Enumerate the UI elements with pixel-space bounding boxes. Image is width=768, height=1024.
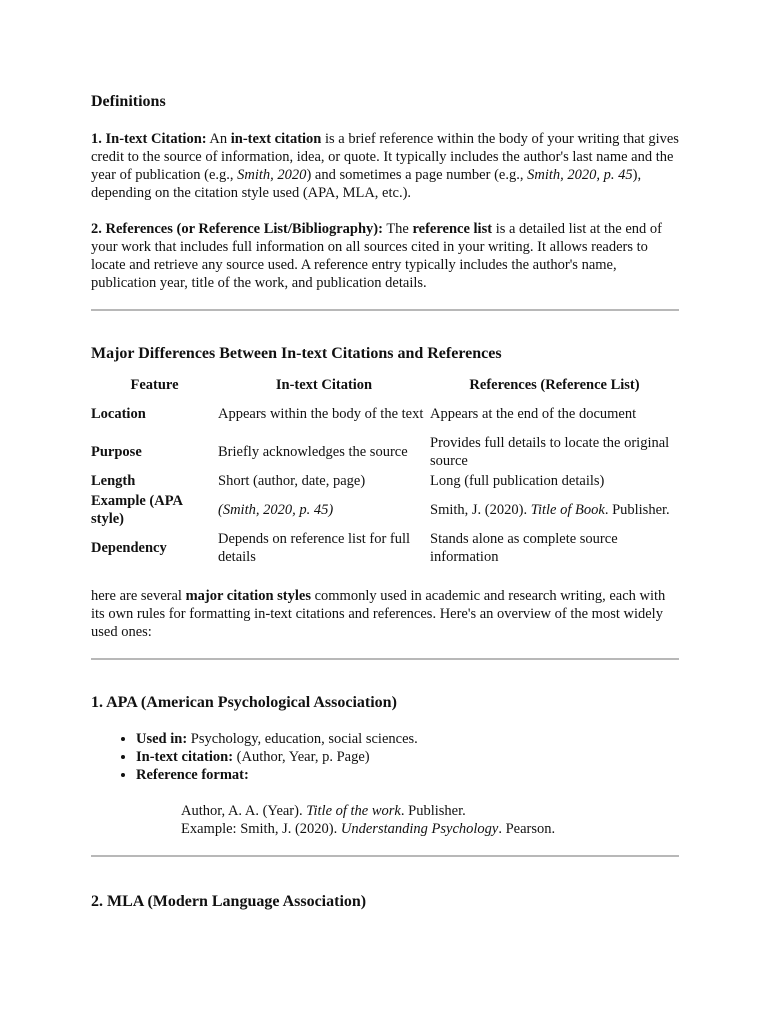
table-row [91,471,679,491]
table-row [91,395,679,433]
definition-in-text-citation: 1. In-text Citation: An in-text citation is a brief reference within the body of your writing that gives credit to the source of information, idea, or quote. It typically includes the author's last name and the year of publication (e.g., Smith, 2020) and sometimes a page number (e.g., Smith, 2020, p. 45), depending on the citation style used (APA, MLA, etc.). [91,131,679,201]
reference-cell: Provides full details to locate the original source [430,435,670,469]
apa-heading: 1. APA (American Psychological Association) [91,694,397,711]
reference-cell: Long (full publication details) [430,473,605,489]
column-header-references: References (Reference List) [469,377,640,393]
reference-cell: Smith, J. (2020). Title of Book. Publisher. [430,502,670,518]
apa-format-line: Author, A. A. (Year). Title of the work. Publisher. [181,803,466,819]
apa-reference-format-block [91,802,679,838]
differences-heading: Major Differences Between In-text Citations and References [91,345,502,362]
feature-cell: Length [91,473,136,489]
list-item: • Reference format: [136,766,679,784]
citation-styles-intro: here are several major citation styles commonly used in academic and research writing, each with its own rules for formatting in-text citations and references. Here's an overview of the most widely used ones: [91,588,666,640]
definition-label: 1. In-text Citation: [91,131,207,147]
apa-example-line: Example: Smith, J. (2020). Understanding Psychology. Pearson. [181,821,556,837]
definition-references: 2. References (or Reference List/Bibliography): The reference list is a detailed list at the end of your work that includes full information on all sources cited in your writing. It allows readers to locate and retrieve any source used. A reference entry typically includes the author's name, publication year, title of the work, and publication details. [91,221,662,291]
document-content [91,92,679,912]
definitions-heading: Definitions [91,93,166,110]
mla-heading: 2. MLA (Modern Language Association) [91,893,367,910]
table-row [91,433,679,471]
reference-cell: Appears at the end of the document [430,406,637,422]
in-text-cell: Appears within the body of the text [218,406,424,422]
differences-table [91,375,679,567]
feature-cell: Dependency [91,540,167,556]
list-item: • Used in: Psychology, education, social sciences. [136,730,679,748]
in-text-cell: Short (author, date, page) [218,473,366,489]
column-header-feature: Feature [130,377,179,393]
feature-cell: Location [91,406,146,422]
in-text-cell: Depends on reference list for full details [218,531,411,565]
table-row [91,529,679,567]
apa-bullet-list [91,730,679,784]
feature-cell: Purpose [91,444,142,460]
table-row [91,491,679,529]
reference-cell: Stands alone as complete source information [430,531,618,565]
in-text-cell: (Smith, 2020, p. 45) [218,502,334,518]
column-header-in-text: In-text Citation [275,377,373,393]
feature-cell: Example (APA style) [91,493,183,527]
list-item: • In-text citation: (Author, Year, p. Page) [136,748,679,766]
definition-label: 2. References (or Reference List/Bibliography): [91,221,383,237]
table-header-row [91,375,679,395]
in-text-cell: Briefly acknowledges the source [218,444,408,460]
